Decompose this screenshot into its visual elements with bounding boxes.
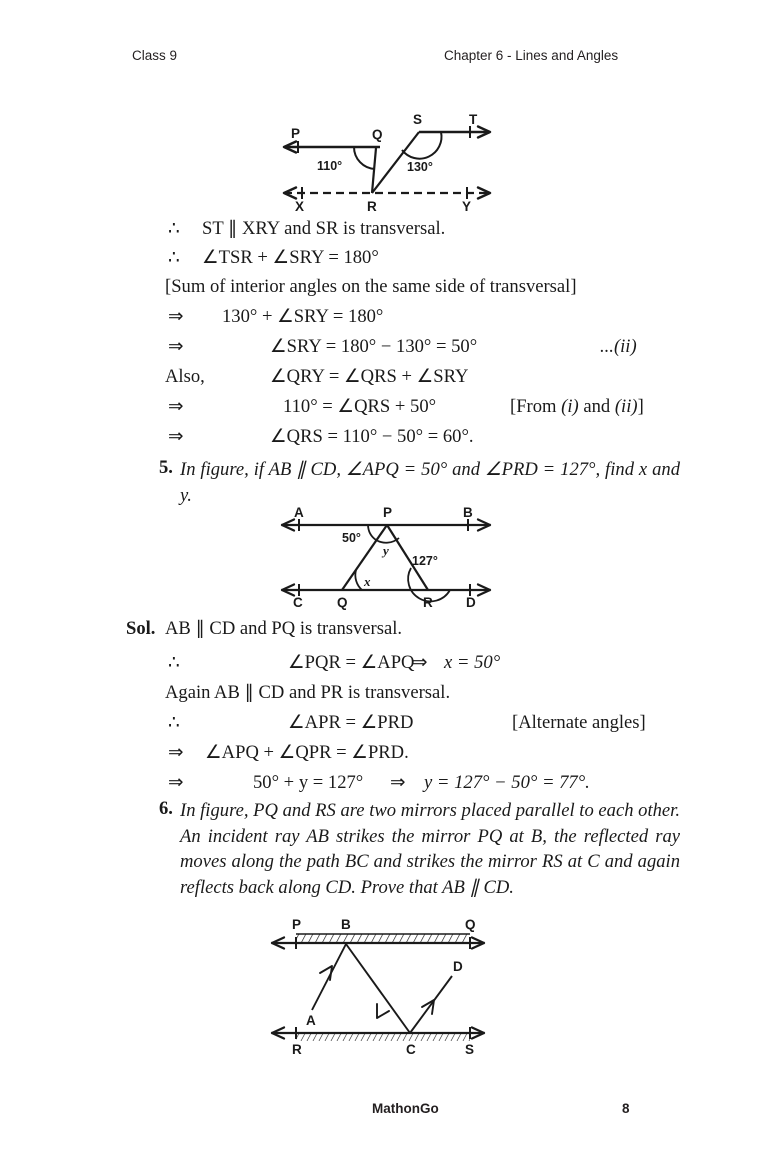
sol4-step-5-expr: ∠QRS = 110° − 50° = 60°. <box>270 426 474 447</box>
figure3-label-D: D <box>453 959 463 974</box>
also-label: Also, <box>165 366 205 387</box>
figure2-label-C: C <box>293 595 303 610</box>
implies-symbol: ⇒ <box>168 336 184 357</box>
question-5-text: In figure, if AB ∥ CD, ∠APQ = 50° and ∠PRD = 127°, find x and y. <box>180 459 680 506</box>
figure1-angle-110: 110° <box>317 159 343 173</box>
sol4-bracket-note <box>0 276 768 302</box>
header-chapter-label: Chapter 6 - Lines and Angles <box>444 48 619 63</box>
figure1-label-R: R <box>367 199 377 214</box>
page-footer <box>0 1101 768 1121</box>
sol4-line-1 <box>0 218 768 244</box>
figure3-label-R: R <box>292 1042 302 1057</box>
sol4-step-4-expr: 110° = ∠QRS + 50° <box>283 396 437 417</box>
sol5-line-4 <box>0 712 768 738</box>
figure2-angle-y: y <box>383 543 389 558</box>
therefore-symbol: ∴ <box>168 652 180 673</box>
figure1-label-X: X <box>295 199 305 214</box>
implies-symbol: ⇒ <box>168 396 184 417</box>
sol5-line-5 <box>0 742 768 768</box>
figure-2-triangle-PQR <box>268 506 518 612</box>
figure2-label-R: R <box>423 595 433 610</box>
footer-brand: MathonGo <box>372 1101 439 1116</box>
header-class-label: Class 9 <box>132 48 178 63</box>
question-6-text: In figure, PQ and RS are two mirrors placed parallel to each other. An incident ray AB strikes the mirror PQ at B, the reflected ray moves along the path BC and strikes the mirror RS at C and again reflects back along CD. Prove that AB ∥ CD. <box>180 800 680 898</box>
sol-label: Sol. <box>126 618 156 639</box>
implies-symbol: ⇒ <box>412 652 428 673</box>
figure1-label-S: S <box>413 112 423 127</box>
figure2-label-B: B <box>463 506 473 520</box>
figure-3-two-mirrors <box>258 918 514 1058</box>
sol5-line-6 <box>0 772 768 798</box>
figure3-label-A: A <box>306 1013 316 1028</box>
implies-symbol: ⇒ <box>390 772 406 793</box>
sol4-line-2-text: ∠TSR + ∠SRY = 180° <box>202 247 379 268</box>
figure1-label-Q: Q <box>372 127 383 142</box>
figure2-label-Q: Q <box>337 595 348 610</box>
figure3-label-C: C <box>406 1042 416 1057</box>
sol5-line-3-text: Again AB ∥ CD and PR is transversal. <box>165 682 451 703</box>
sol5-line-1 <box>0 618 768 644</box>
figure3-label-B: B <box>341 918 351 932</box>
figure3-label-S: S <box>465 1042 475 1057</box>
page-header <box>0 48 768 68</box>
sol5-line-2-expr: ∠PQR = ∠APQ <box>288 652 415 673</box>
figure3-label-P: P <box>292 918 302 932</box>
implies-symbol: ⇒ <box>168 426 184 447</box>
sol4-step-3-expr: ∠QRY = ∠QRS + ∠SRY <box>270 366 469 387</box>
figure2-label-A: A <box>294 506 304 520</box>
figure2-label-P: P <box>383 506 393 520</box>
figure1-label-T: T <box>469 112 478 127</box>
implies-symbol: ⇒ <box>168 772 184 793</box>
sol4-step-1 <box>0 306 768 332</box>
sol5-line-5-expr: ∠APQ + ∠QPR = ∠PRD. <box>205 742 409 763</box>
therefore-symbol: ∴ <box>168 247 180 268</box>
figure1-angle-130: 130° <box>407 160 433 174</box>
figure2-angle-127: 127° <box>412 554 438 568</box>
therefore-symbol: ∴ <box>168 712 180 733</box>
sol4-step-4 <box>0 396 768 422</box>
therefore-symbol: ∴ <box>168 218 180 239</box>
question-6-number: 6. <box>159 798 173 819</box>
sol5-line-1-text: AB ∥ CD and PQ is transversal. <box>165 618 403 639</box>
footer-page-number: 8 <box>622 1101 630 1116</box>
sol5-line-2-result: x = 50° <box>444 652 501 673</box>
sol5-line-4-expr: ∠APR = ∠PRD <box>288 712 414 733</box>
sol4-step-2-tag: ...(ii) <box>600 336 637 357</box>
sol5-line-4-tag: [Alternate angles] <box>512 712 646 733</box>
figure2-angle-x: x <box>364 574 371 589</box>
figure2-angle-50: 50° <box>342 531 361 545</box>
figure-1-lines-angles <box>262 108 512 216</box>
figure3-label-Q: Q <box>465 918 476 932</box>
implies-symbol: ⇒ <box>168 742 184 763</box>
sol4-step-4-tag: [From (i) and (ii)] <box>510 396 644 417</box>
sol4-step-2 <box>0 336 768 362</box>
figure1-label-P: P <box>291 126 301 141</box>
sol5-line-2 <box>0 652 768 678</box>
implies-symbol: ⇒ <box>168 306 184 327</box>
sol4-line-1-text: ST ∥ XRY and SR is transversal. <box>202 218 446 239</box>
sol4-step-5 <box>0 426 768 452</box>
sol4-step-3 <box>0 366 768 392</box>
sol4-line-2 <box>0 247 768 273</box>
sol4-bracket-note-text: [Sum of interior angles on the same side of transversal] <box>165 276 577 297</box>
sol4-step-1-expr: 130° + ∠SRY = 180° <box>222 306 384 327</box>
figure2-label-D: D <box>466 595 476 610</box>
sol5-line-6-result: y = 127° − 50° = 77°. <box>424 772 590 793</box>
sol4-step-2-expr: ∠SRY = 180° − 130° = 50° <box>270 336 478 357</box>
question-5-number: 5. <box>159 457 173 478</box>
sol5-line-3 <box>0 682 768 708</box>
sol5-line-6-expr: 50° + y = 127° <box>253 772 364 793</box>
figure1-label-Y: Y <box>462 199 472 214</box>
